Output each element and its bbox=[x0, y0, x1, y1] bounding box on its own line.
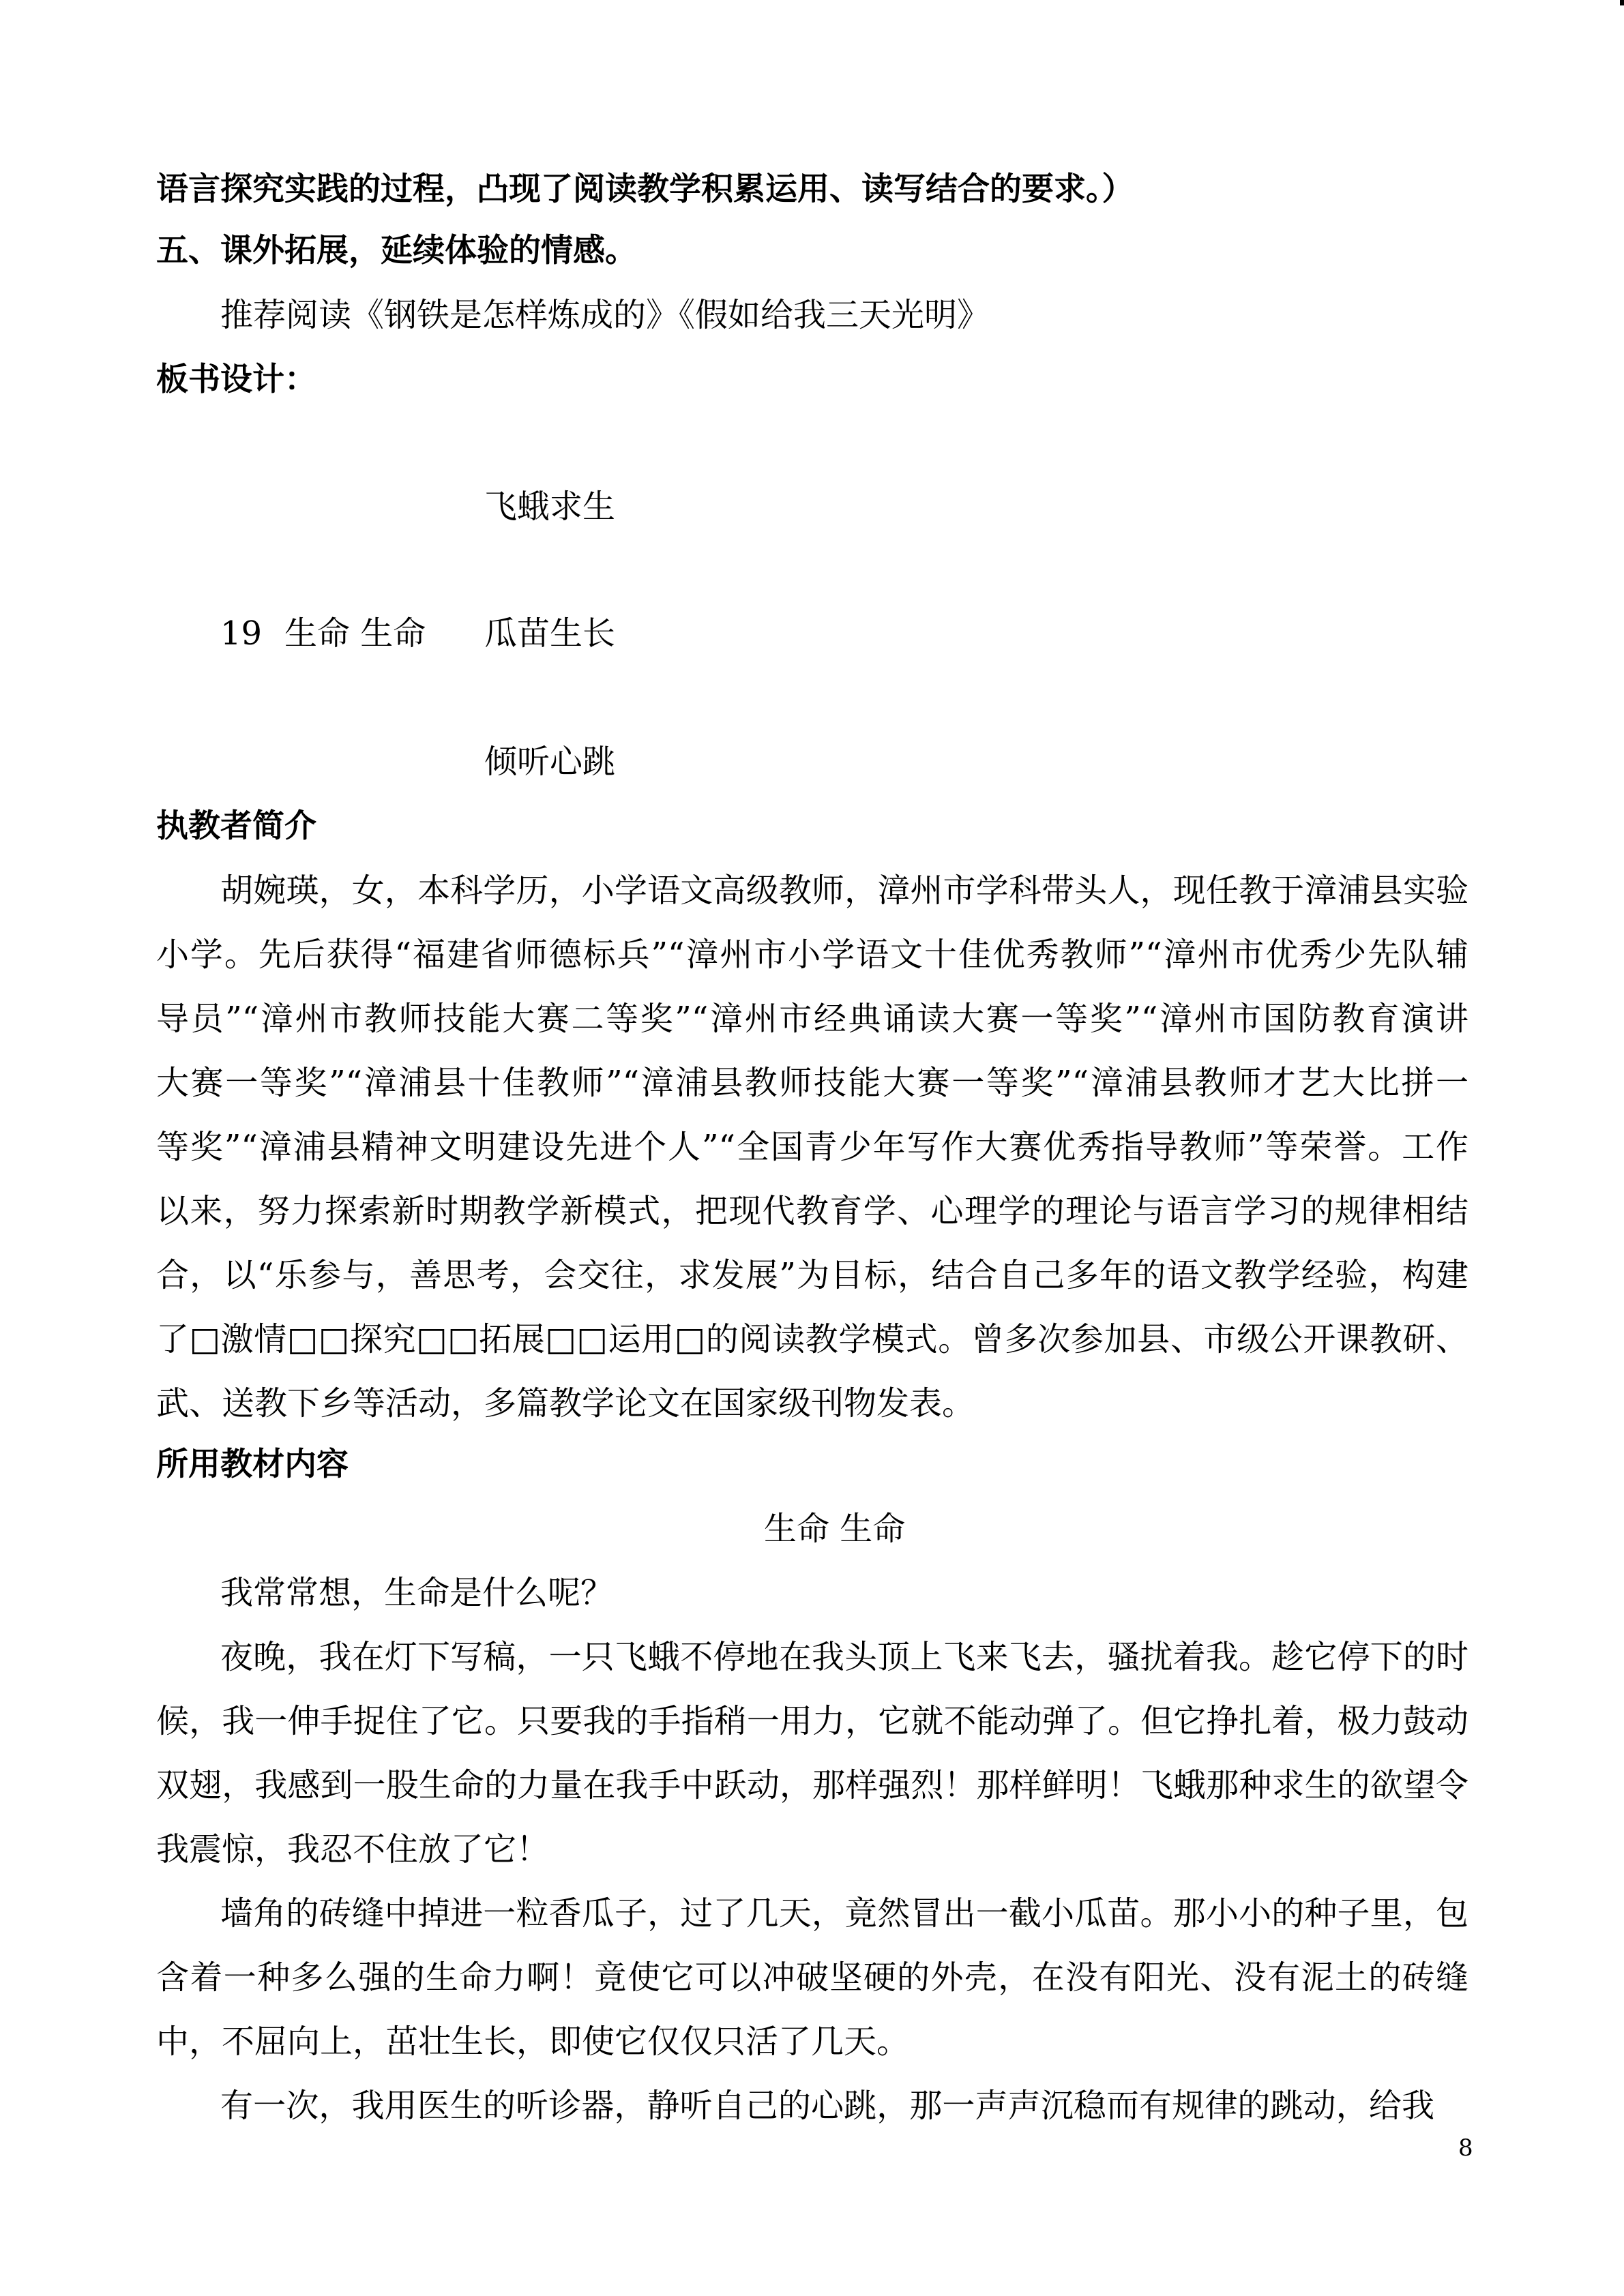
board-item-heartbeat: 倾听心跳 bbox=[484, 743, 616, 781]
section-heading-board-design: 板书设计： bbox=[156, 361, 316, 398]
paragraph-line: 有一次，我用医生的听诊器，静听自己的心跳，那一声声沉稳而有规律的跳动，给我 bbox=[220, 2087, 1434, 2125]
section-heading-teacher-intro: 执教者简介 bbox=[156, 807, 316, 845]
paragraph-line: 武、送教下乡等活动，多篇教学论文在国家级刊物发表。 bbox=[156, 1384, 975, 1422]
page-corner-mark bbox=[1620, 0, 1624, 5]
paragraph-line: 双翅，我感到一股生命的力量在我手中跃动，那样强烈！那样鲜明！飞蛾那种求生的欲望令 bbox=[156, 1766, 1468, 1804]
page-number: 8 bbox=[1458, 2134, 1473, 2162]
paragraph-line: 等奖”“漳浦县精神文明建设先进个人”“全国青少年写作大赛优秀指导教师”等荣誉。工作 bbox=[156, 1128, 1468, 1166]
paragraph-line: 胡婉瑛，女，本科学历，小学语文高级教师，漳州市学科带头人，现任教于漳浦县实验 bbox=[220, 871, 1468, 910]
paragraph-line: 大赛一等奖”“漳浦县十佳教师”“漳浦县教师技能大赛一等奖”“漳浦县教师才艺大比拼一 bbox=[156, 1064, 1468, 1102]
paragraph-line: 我震惊，我忍不住放了它！ bbox=[156, 1830, 550, 1868]
paragraph-line: 我常常想，生命是什么呢？ bbox=[220, 1574, 614, 1612]
paragraph-line: 夜晚，我在灯下写稿，一只飞蛾不停地在我头顶上飞来飞去，骚扰着我。趁它停下的时 bbox=[220, 1638, 1468, 1676]
paragraph-line: 以来，努力探索新时期教学新模式，把现代教育学、心理学的理论与语言学习的规律相结 bbox=[156, 1192, 1468, 1230]
section-heading-textbook-content: 所用教材内容 bbox=[156, 1446, 349, 1483]
section-heading-extension: 五、课外拓展，延续体验的情感。 bbox=[156, 232, 637, 269]
paragraph-line: 语言探究实践的过程，凸现了阅读教学积累运用、读写结合的要求。） bbox=[156, 170, 1134, 208]
board-item-seedling: 瓜苗生长 bbox=[484, 614, 616, 653]
board-item-moth: 飞蛾求生 bbox=[484, 488, 616, 526]
paragraph-line: 导员”“漳州市教师技能大赛二等奖”“漳州市经典诵读大赛一等奖”“漳州市国防教育演讲 bbox=[156, 1000, 1468, 1038]
paragraph-line: 了□激情□□探究□□拓展□□运用□的阅读教学模式。曾多次参加县、市级公开课教研、 bbox=[156, 1320, 1468, 1358]
paragraph-line: 含着一种多么强的生命力啊！竟使它可以冲破坚硬的外壳，在没有阳光、没有泥土的砖缝 bbox=[156, 1958, 1468, 1997]
article-title: 生命 生命 bbox=[764, 1510, 906, 1548]
paragraph-line: 推荐阅读《钢铁是怎样炼成的》《假如给我三天光明》 bbox=[220, 296, 990, 334]
paragraph-line: 合，以“乐参与，善思考，会交往，求发展”为目标，结合自己多年的语文教学经验，构建 bbox=[156, 1256, 1468, 1294]
paragraph-line: 中，不屈向上，茁壮生长，即使它仅仅只活了几天。 bbox=[156, 2023, 910, 2061]
paragraph-line: 墙角的砖缝中掉进一粒香瓜子，过了几天，竟然冒出一截小瓜苗。那小小的种子里，包 bbox=[220, 1894, 1468, 1933]
paragraph-line: 候，我一伸手捉住了它。只要我的手指稍一用力，它就不能动弹了。但它挣扎着，极力鼓动 bbox=[156, 1702, 1468, 1740]
paragraph-line: 小学。先后获得“福建省师德标兵”“漳州市小学语文十佳优秀教师”“漳州市优秀少先队辅 bbox=[156, 936, 1468, 974]
board-lesson-title: 生命 生命 bbox=[284, 614, 426, 653]
board-lesson-number: 19 bbox=[220, 614, 263, 653]
